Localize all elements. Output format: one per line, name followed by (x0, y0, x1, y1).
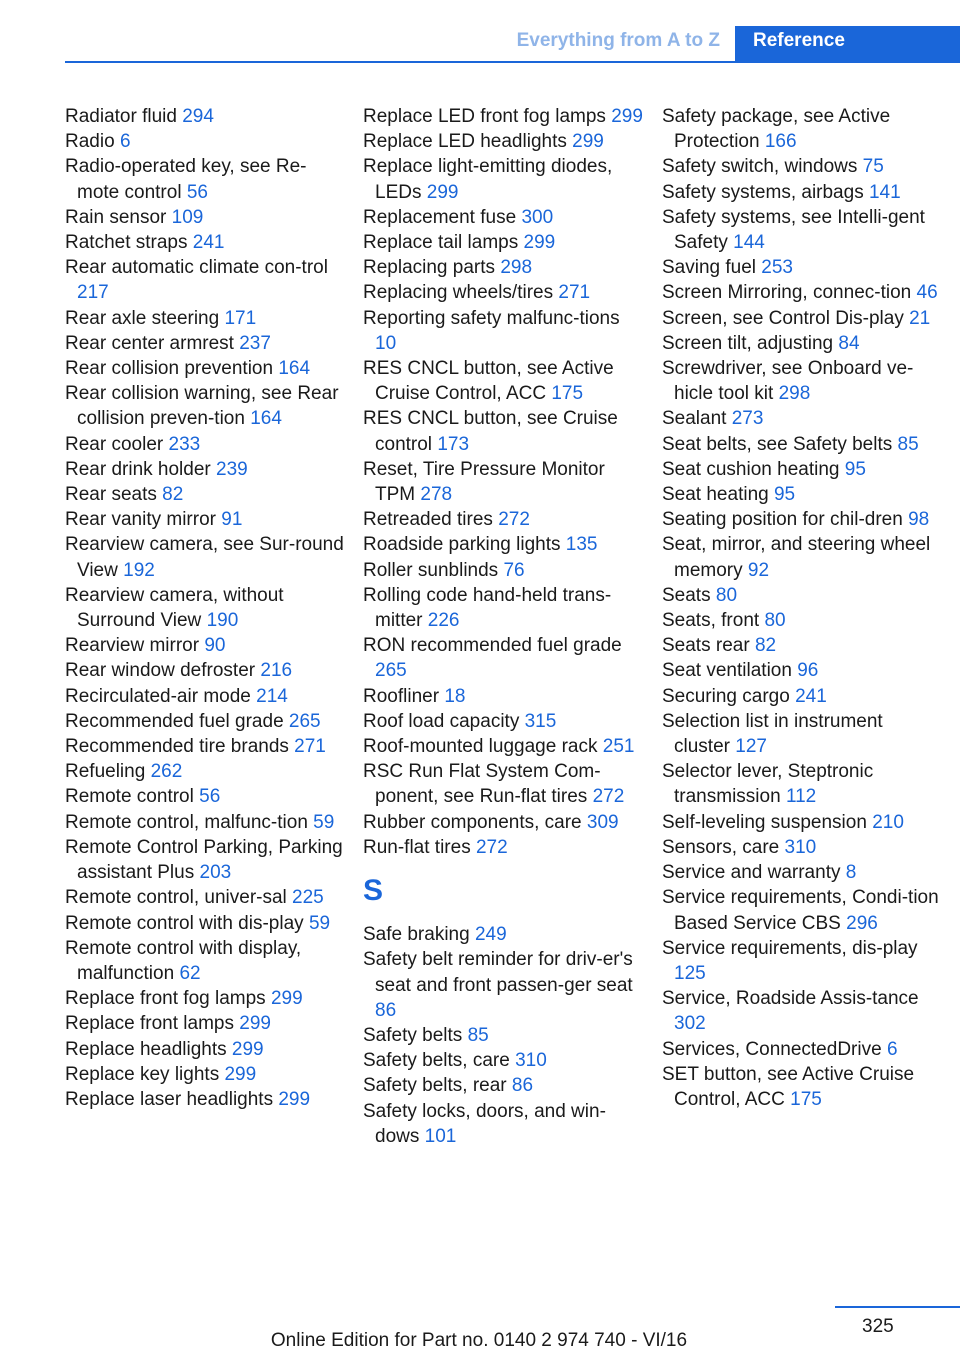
index-entry-page-link[interactable]: 96 (797, 660, 819, 682)
index-entry-term: Rain sensor (65, 206, 167, 228)
index-entry (363, 356, 643, 406)
index-entry-page-link[interactable]: 141 (868, 181, 901, 203)
index-entry-term: RES CNCL button, see Cruise control (363, 408, 618, 455)
index-entry-term: Service requirements, dis-play (662, 937, 918, 959)
index-entry-page-link[interactable]: 166 (764, 131, 797, 153)
index-entry (65, 810, 345, 835)
index-entry-page-link[interactable]: 299 (523, 232, 556, 254)
index-entry-page-link[interactable]: 56 (186, 181, 208, 203)
index-entry-term: Screen tilt, adjusting (662, 332, 834, 354)
index-entry-page-link[interactable]: 127 (735, 736, 767, 758)
index-entry-page-link[interactable]: 241 (192, 232, 225, 254)
index-entry-page-link[interactable]: 299 (572, 131, 604, 153)
index-entry-term: Safety systems, airbags (662, 181, 864, 203)
index-entry-page-link[interactable]: 164 (250, 408, 282, 430)
index-entry (363, 583, 643, 633)
index-entry-term: Screen, see Control Dis-play (662, 307, 904, 329)
index-entry (662, 583, 942, 608)
index-entry-term: Replace light-emitting diodes, LEDs (363, 156, 613, 203)
index-entry-page-link[interactable]: 82 (162, 484, 184, 506)
index-entry-page-link[interactable]: 216 (260, 660, 293, 682)
index-column-2-s-entries (363, 922, 643, 1149)
index-entry (363, 684, 643, 709)
index-entry (662, 255, 942, 280)
index-entry (363, 1073, 643, 1098)
index-entry-term: Roller sunblinds (363, 559, 499, 581)
index-entry-page-link[interactable]: 190 (206, 610, 239, 632)
index-entry-page-link[interactable]: 175 (551, 383, 584, 405)
index-entry (65, 1062, 345, 1087)
index-entry-page-link[interactable]: 59 (313, 811, 335, 833)
index-entry-page-link[interactable]: 175 (790, 1088, 822, 1110)
index-entry (363, 129, 643, 154)
index-entry (662, 633, 942, 658)
index-entry-term: Safety systems, see Intelli-gent Safety (662, 206, 925, 254)
index-entry-term: Rubber components, care (363, 811, 582, 833)
index-entry-term: RSC Run Flat System Com-ponent, see Run-flat tires (363, 761, 601, 808)
index-entry (65, 936, 345, 986)
index-entry (65, 457, 345, 482)
index-entry (65, 684, 345, 709)
index-entry-term: Rear drink holder (65, 458, 211, 480)
index-entry-page-link[interactable]: 302 (674, 1013, 706, 1035)
index-entry-page-link[interactable]: 296 (846, 912, 878, 934)
index-entry-term: Seat ventilation (662, 660, 792, 682)
index-column-2-r-entries (363, 104, 643, 860)
index-column-3 (662, 104, 942, 1112)
index-entry-term: Replace LED headlights (363, 131, 567, 153)
index-column-2 (363, 104, 643, 1149)
index-entry-page-link[interactable]: 59 (308, 912, 331, 934)
index-entry (363, 532, 643, 557)
index-entry-page-link[interactable]: 294 (182, 106, 214, 127)
index-entry-page-link[interactable]: 144 (733, 232, 765, 254)
index-entry-page-link[interactable]: 299 (224, 1063, 257, 1085)
header-tab-reference: Reference (735, 26, 960, 61)
index-entry (662, 331, 942, 356)
index-entry (662, 860, 942, 885)
index-entry-term: Saving fuel (662, 257, 757, 279)
index-entry (662, 104, 942, 154)
index-entry-term: Rear axle steering (65, 307, 220, 329)
index-entry-term: RES CNCL button, see Active Cruise Control, ACC (363, 358, 614, 405)
index-entry-term: Rear vanity mirror (65, 509, 216, 531)
index-entry-page-link[interactable]: 310 (784, 836, 817, 858)
index-entry (662, 154, 942, 179)
index-entry-term: Rearview camera, see Sur-round View (65, 534, 344, 581)
index-entry-page-link[interactable]: 299 (611, 106, 643, 127)
index-entry-term: Replacement fuse (363, 206, 517, 228)
index-entry-term: Self-leveling suspension (662, 811, 867, 833)
index-entry-term: Seats (662, 584, 711, 606)
index-entry-term: Safety belts, care (363, 1050, 510, 1072)
index-entry-page-link[interactable]: 192 (123, 559, 155, 581)
index-entry-page-link[interactable]: 6 (119, 131, 131, 153)
index-entry (363, 709, 643, 734)
index-entry (363, 230, 643, 255)
index-entry-term: Rearview camera, without Surround View (65, 584, 284, 632)
index-entry (662, 507, 942, 532)
index-entry-page-link[interactable]: 226 (427, 610, 460, 632)
index-entry-page-link[interactable]: 92 (747, 559, 770, 581)
index-entry-page-link[interactable]: 225 (292, 887, 324, 909)
index-entry-page-link[interactable]: 249 (474, 924, 507, 946)
index-entry (363, 1023, 643, 1048)
edition-footer (0, 1330, 960, 1352)
index-entry (662, 1037, 942, 1062)
index-entry (662, 986, 942, 1036)
index-entry (363, 255, 643, 280)
index-entry (662, 457, 942, 482)
index-entry-term: Seat belts, see Safety belts (662, 433, 893, 455)
index-entry-page-link[interactable]: 217 (77, 282, 109, 304)
index-entry-term: Safety belts (363, 1024, 463, 1046)
index-entry-page-link[interactable]: 309 (586, 811, 619, 833)
index-entry (363, 922, 643, 947)
index-entry (662, 810, 942, 835)
header-rule (65, 61, 960, 63)
index-entry-page-link[interactable]: 95 (844, 458, 866, 480)
index-entry-term: Seat heating (662, 484, 769, 506)
index-entry (662, 759, 942, 809)
index-entry-page-link[interactable]: 265 (375, 660, 407, 682)
index-entry (662, 432, 942, 457)
index-entry (65, 532, 345, 582)
index-entry-term: Remote control with display, malfunction (65, 937, 302, 984)
index-entry-term: Reporting safety malfunc-tions (363, 307, 620, 329)
index-entry (65, 154, 345, 204)
index-entry (363, 633, 643, 683)
index-entry-page-link[interactable]: 173 (437, 433, 470, 455)
index-entry-term: Rear seats (65, 484, 157, 506)
index-entry-term: Selection list in instrument cluster (662, 710, 883, 758)
index-entry-term: Safe braking (363, 924, 470, 946)
index-entry-term: Ratchet straps (65, 232, 188, 254)
index-entry-page-link[interactable]: 310 (515, 1050, 547, 1072)
header-section-title: Everything from A to Z (516, 30, 720, 51)
index-entry-page-link[interactable]: 233 (168, 433, 201, 455)
index-entry (65, 205, 345, 230)
index-entry-page-link[interactable]: 85 (467, 1024, 489, 1046)
index-entry-term: Replace laser headlights (65, 1088, 274, 1110)
index-entry-page-link[interactable]: 135 (565, 534, 598, 556)
index-entry-page-link[interactable]: 315 (524, 710, 557, 732)
index-entry-term: Rear collision prevention (65, 358, 274, 380)
index-entry (363, 558, 643, 583)
index-entry-term: Replace key lights (65, 1063, 220, 1085)
index-entry-page-link[interactable]: 80 (764, 610, 786, 632)
index-entry-page-link[interactable]: 84 (838, 332, 860, 354)
index-entry (662, 936, 942, 986)
index-entry (65, 734, 345, 759)
index-entry (363, 1048, 643, 1073)
index-entry-term: Safety switch, windows (662, 156, 858, 178)
index-entry-term: Service and warranty (662, 862, 841, 884)
index-entry-term: Replace front lamps (65, 1013, 234, 1035)
index-entry (65, 835, 345, 885)
index-entry-page-link[interactable]: 125 (674, 962, 706, 984)
index-entry (363, 104, 643, 129)
index-entry-term: Service requirements, Condi-tion Based Service CBS (662, 887, 939, 934)
index-entry-term: Rolling code hand-held trans-mitter (363, 584, 612, 632)
index-entry (65, 507, 345, 532)
index-entry-page-link[interactable]: 214 (256, 685, 288, 707)
index-entry (65, 230, 345, 255)
index-entry (65, 658, 345, 683)
index-entry-term: Remote Control Parking, Parking assistant Plus (65, 836, 343, 884)
index-entry-page-link[interactable]: 251 (602, 736, 635, 758)
index-entry-page-link[interactable]: 241 (795, 685, 827, 707)
index-entry-term: Remote control (65, 786, 194, 808)
index-entry (363, 734, 643, 759)
index-entry-term: Selector lever, Steptronic transmission (662, 761, 874, 808)
index-entry (65, 1087, 345, 1112)
index-entry-term: Sealant (662, 408, 727, 430)
index-entry-term: Rear window defroster (65, 660, 256, 682)
page-number: 325 (862, 1316, 894, 1337)
index-entry-term: Radio (65, 131, 115, 153)
index-entry-term: Remote control with dis-play (65, 912, 304, 934)
index-entry-term: Roadside parking lights (363, 534, 561, 556)
index-entry (65, 986, 345, 1011)
index-entry-term: Roof load capacity (363, 710, 520, 732)
index-entry-term: Securing cargo (662, 685, 790, 707)
index-entry-term: Screwdriver, see Onboard ve-hicle tool kit (662, 358, 914, 405)
index-entry (65, 104, 345, 129)
index-entry-page-link[interactable]: 62 (179, 962, 201, 984)
index-entry-page-link[interactable]: 6 (886, 1038, 898, 1060)
index-entry-term: SET button, see Active Cruise Control, ACC (662, 1063, 915, 1110)
index-entry-term: Sensors, care (662, 836, 780, 858)
edition-text: Online Edition for Part no. 0140 2 974 740 - VI/16 (270, 1330, 688, 1351)
index-entry-page-link[interactable]: 265 (288, 710, 321, 732)
index-entry (662, 835, 942, 860)
index-entry-term: Remote control, malfunc-tion (65, 811, 308, 833)
index-entry-page-link[interactable]: 273 (731, 408, 764, 430)
index-entry-term: Services, ConnectedDrive (662, 1038, 882, 1060)
index-entry-term: RON recommended fuel grade (363, 635, 622, 657)
index-entry (662, 356, 942, 406)
index-entry-page-link[interactable]: 298 (500, 257, 533, 279)
index-entry-term: Seat, mirror, and steering wheel memory (662, 534, 931, 581)
index-entry-term: Retreaded tires (363, 509, 493, 531)
index-entry-term: Replace headlights (65, 1038, 227, 1060)
index-entry (363, 835, 643, 860)
index-entry (363, 406, 643, 456)
index-entry-page-link[interactable]: 271 (558, 282, 591, 304)
index-entry-term: Seat cushion heating (662, 458, 840, 480)
index-entry-page-link[interactable]: 239 (216, 458, 248, 480)
index-entry (65, 1011, 345, 1036)
index-entry-page-link[interactable]: 300 (521, 206, 554, 228)
index-entry (662, 180, 942, 205)
index-entry-page-link[interactable]: 112 (785, 786, 817, 808)
index-entry-page-link[interactable]: 164 (278, 358, 311, 380)
index-entry (65, 255, 345, 305)
index-entry (662, 885, 942, 935)
index-entry (65, 129, 345, 154)
index-entry-page-link[interactable]: 75 (862, 156, 884, 178)
index-entry-page-link[interactable]: 82 (754, 635, 777, 657)
index-entry-page-link[interactable]: 18 (444, 685, 466, 707)
index-entry (65, 306, 345, 331)
index-entry (662, 709, 942, 759)
index-entry (662, 608, 942, 633)
index-entry-term: Safety package, see Active Protection (662, 106, 891, 153)
index-entry-page-link[interactable]: 299 (239, 1013, 271, 1035)
index-entry (65, 759, 345, 784)
index-column-1 (65, 104, 345, 1112)
index-entry (65, 331, 345, 356)
index-entry-term: Replacing parts (363, 257, 496, 279)
index-entry-page-link[interactable]: 85 (897, 433, 919, 455)
index-entry-term: Seats rear (662, 635, 750, 657)
index-entry (363, 154, 643, 204)
index-entry (363, 457, 643, 507)
index-entry-term: Rear automatic climate con-trol (65, 257, 328, 279)
index-entry (65, 911, 345, 936)
index-entry-page-link[interactable]: 203 (199, 862, 232, 884)
index-entry-term: Radiator fluid (65, 106, 177, 127)
index-entry (363, 507, 643, 532)
index-entry-page-link[interactable]: 91 (221, 509, 243, 531)
index-entry-page-link[interactable]: 272 (592, 786, 625, 808)
index-entry-term: Recommended fuel grade (65, 710, 284, 732)
index-entry-page-link[interactable]: 76 (503, 559, 525, 581)
index-entry-term: Seating position for chil-dren (662, 509, 903, 531)
index-entry-term: Replacing wheels/tires (363, 282, 554, 304)
index-entry-page-link[interactable]: 8 (845, 862, 857, 884)
index-entry-page-link[interactable]: 237 (239, 332, 271, 354)
index-entry (662, 1062, 942, 1112)
index-entry (65, 381, 345, 431)
index-entry-page-link[interactable]: 86 (511, 1075, 534, 1097)
index-entry-term: Replace tail lamps (363, 232, 519, 254)
index-entry (65, 784, 345, 809)
index-entry (65, 356, 345, 381)
index-entry-term: Refueling (65, 761, 146, 783)
index-entry-term: Rearview mirror (65, 635, 200, 657)
index-entry-page-link[interactable]: 262 (150, 761, 183, 783)
index-entry-term: Replace front fog lamps (65, 988, 266, 1010)
index-entry (662, 280, 942, 305)
index-entry (662, 306, 942, 331)
index-entry-page-link[interactable]: 80 (715, 584, 738, 606)
index-entry (662, 406, 942, 431)
index-entry-term: Reset, Tire Pressure Monitor TPM (363, 458, 605, 506)
index-entry-page-link[interactable]: 90 (204, 635, 226, 657)
index-entry-page-link[interactable]: 253 (761, 257, 793, 279)
index-entry-term: Screen Mirroring, connec-tion (662, 282, 912, 304)
index-entry-page-link[interactable]: 299 (426, 181, 459, 203)
index-entry-term: Safety belts, rear (363, 1075, 507, 1097)
index-entry (65, 633, 345, 658)
index-entry (65, 1037, 345, 1062)
index-entry-page-link[interactable]: 101 (424, 1125, 457, 1147)
index-entry-term: Safety locks, doors, and win-dows (363, 1100, 606, 1147)
index-entry-term: Roof-mounted luggage rack (363, 736, 598, 758)
index-entry-term: Safety belt reminder for driv-er's seat and front passen-ger seat (363, 949, 633, 996)
index-entry (65, 482, 345, 507)
index-entry (363, 205, 643, 230)
index-entry (65, 432, 345, 457)
index-entry-page-link[interactable]: 210 (872, 811, 904, 833)
index-entry-term: Run-flat tires (363, 836, 471, 858)
index-entry-page-link[interactable]: 98 (908, 509, 930, 531)
index-entry (363, 810, 643, 835)
index-entry-term: Recommended tire brands (65, 736, 289, 758)
index-entry (65, 583, 345, 633)
index-entry-page-link[interactable]: 278 (420, 484, 453, 506)
index-entry-page-link[interactable]: 95 (773, 484, 796, 506)
index-entry (662, 532, 942, 582)
index-entry (65, 709, 345, 734)
index-entry (363, 280, 643, 305)
index-entry-term: Seats, front (662, 610, 760, 632)
index-entry-page-link[interactable]: 298 (778, 383, 811, 405)
index-entry-page-link[interactable]: 46 (916, 282, 938, 304)
index-entry-term: Roofliner (363, 685, 440, 707)
index-entry-page-link[interactable]: 299 (270, 988, 303, 1010)
index-entry-page-link[interactable]: 86 (375, 999, 397, 1021)
index-entry-term: Rear cooler (65, 433, 164, 455)
index-entry-page-link[interactable]: 10 (375, 332, 397, 354)
index-entry (363, 306, 643, 356)
index-entry-term: Radio-operated key, see Re-mote control (65, 156, 307, 203)
index-entry-term: Rear collision warning, see Rear collision preven-tion (65, 383, 339, 430)
index-entry (363, 947, 643, 1023)
index-entry (662, 684, 942, 709)
index-entry-page-link[interactable]: 271 (294, 736, 326, 758)
section-letter-s: S (363, 874, 384, 908)
index-entry-term: Recirculated-air mode (65, 685, 251, 707)
index-entry (662, 658, 942, 683)
index-entry (662, 205, 942, 255)
index-entry-term: Replace LED front fog lamps (363, 106, 606, 127)
index-entry (363, 1099, 643, 1149)
index-entry-page-link[interactable]: 299 (278, 1088, 311, 1110)
index-entry-page-link[interactable]: 299 (231, 1038, 264, 1060)
index-entry (363, 759, 643, 809)
index-entry-page-link[interactable]: 21 (909, 307, 931, 329)
index-entry-page-link[interactable]: 272 (475, 836, 508, 858)
index-entry-page-link[interactable]: 109 (171, 206, 204, 228)
index-entry-term: Rear center armrest (65, 332, 234, 354)
footer-rule (835, 1306, 960, 1308)
index-entry-term: Service, Roadside Assis-tance (662, 988, 919, 1010)
index-entry (65, 885, 345, 910)
index-entry-page-link[interactable]: 272 (498, 509, 530, 531)
index-entry-term: Remote control, univer-sal (65, 887, 287, 909)
index-entry (662, 482, 942, 507)
index-entry-page-link[interactable]: 171 (224, 307, 257, 329)
index-entry-page-link[interactable]: 56 (199, 786, 221, 808)
